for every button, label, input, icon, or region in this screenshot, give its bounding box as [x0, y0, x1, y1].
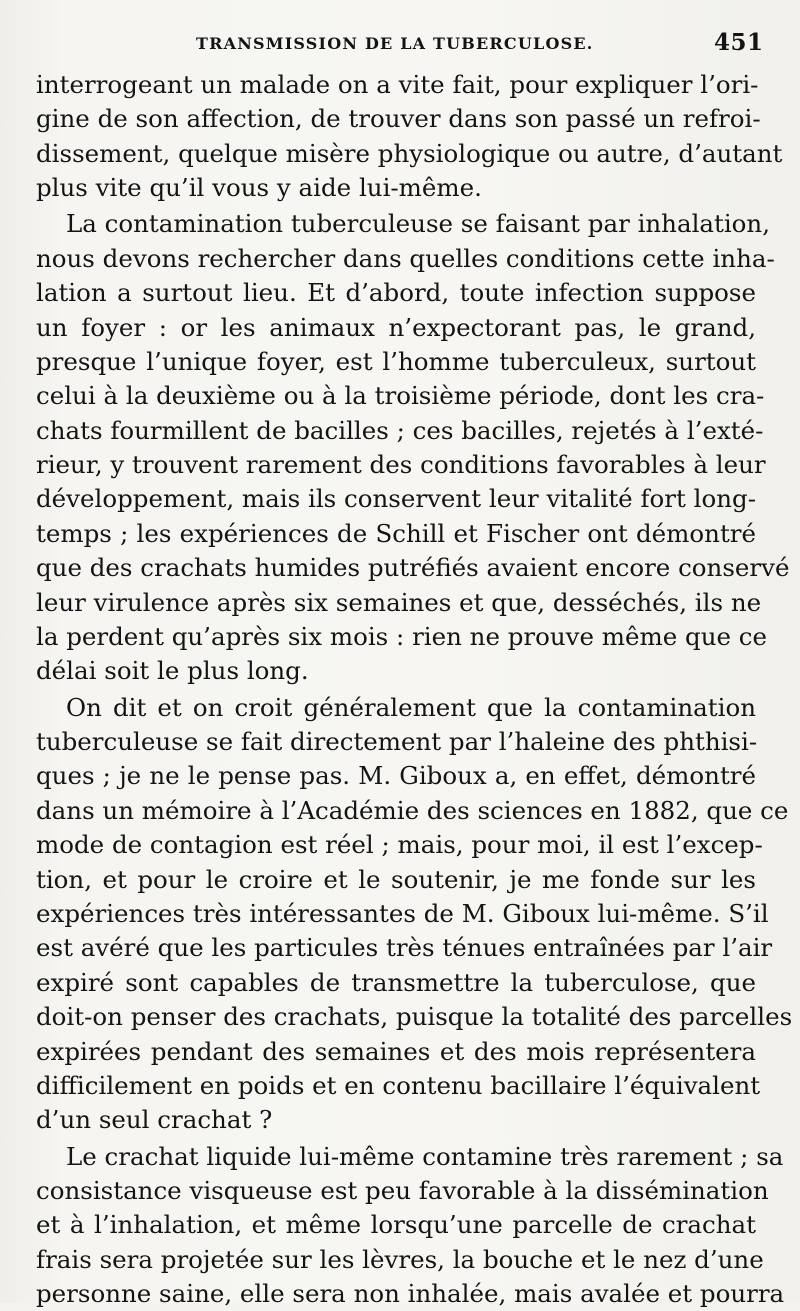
text-line: leur virulence après six semaines et que, desséchés, ils ne [36, 586, 756, 620]
paragraph [36, 68, 756, 206]
text-line: tion, et pour le croire et le soutenir, je me fonde sur les [36, 863, 756, 897]
text-line: plus vite qu’il vous y aide lui-même. [36, 171, 756, 205]
text-line: consistance visqueuse est peu favorable à la dissémination [36, 1174, 756, 1208]
text-line: presque l’unique foyer, est l’homme tuberculeux, surtout [36, 345, 756, 379]
text-line: doit-on penser des crachats, puisque la totalité des parcelles [36, 1000, 756, 1034]
text-line: expiré sont capables de transmettre la tuberculose, que [36, 966, 756, 1000]
text-line: un foyer : or les animaux n’expectorant pas, le grand, [36, 311, 756, 345]
text-line: dans un mémoire à l’Académie des sciences en 1882, que ce [36, 794, 756, 828]
text-line: que des crachats humides putréfiés avaient encore conservé [36, 551, 756, 585]
paragraph [36, 207, 756, 688]
text-line: délai soit le plus long. [36, 654, 756, 688]
text-line: temps ; les expériences de Schill et Fischer ont démontré [36, 517, 756, 551]
text-line: chats fourmillent de bacilles ; ces bacilles, rejetés à l’exté- [36, 414, 756, 448]
text-line: d’un seul crachat ? [36, 1103, 756, 1137]
text-line: ques ; je ne le pense pas. M. Giboux a, en effet, démontré [36, 759, 756, 793]
text-line: On dit et on croit généralement que la contamination [36, 691, 756, 725]
text-line: rieur, y trouvent rarement des conditions favorables à leur [36, 448, 756, 482]
text-line: tuberculeuse se fait directement par l’haleine des phthisi- [36, 725, 756, 759]
text-line: expirées pendant des semaines et des mois représentera [36, 1035, 756, 1069]
text-line: la perdent qu’après six mois : rien ne prouve même que ce [36, 620, 756, 654]
text-line: celui à la deuxième ou à la troisième période, dont les cra- [36, 379, 756, 413]
text-line: développement, mais ils conservent leur vitalité fort long- [36, 482, 756, 516]
text-line: est avéré que les particules très ténues entraînées par l’air [36, 931, 756, 965]
paragraph [36, 691, 756, 1138]
text-line: difficilement en poids et en contenu bacillaire l’équivalent [36, 1069, 756, 1103]
text-line: interrogeant un malade on a vite fait, pour expliquer l’ori- [36, 68, 756, 102]
page-number: 451 [714, 29, 764, 56]
text-line: mode de contagion est réel ; mais, pour moi, il est l’excep- [36, 828, 756, 862]
text-line: nous devons rechercher dans quelles conditions cette inha- [36, 242, 756, 276]
running-title: TRANSMISSION DE LA TUBERCULOSE. [196, 34, 594, 53]
text-line: La contamination tuberculeuse se faisant par inhalation, [36, 207, 756, 241]
text-line: et à l’inhalation, et même lorsqu’une parcelle de crachat [36, 1208, 756, 1242]
text-line: expériences très intéressantes de M. Giboux lui-même. S’il [36, 897, 756, 931]
body-text [36, 68, 756, 1311]
text-line: Le crachat liquide lui-même contamine très rarement ; sa [36, 1140, 756, 1174]
text-line: gine de son affection, de trouver dans son passé un refroi- [36, 102, 756, 136]
paragraph [36, 1140, 756, 1311]
text-line: personne saine, elle sera non inhalée, mais avalée et pourra [36, 1277, 756, 1311]
text-line: lation a surtout lieu. Et d’abord, toute infection suppose [36, 276, 756, 310]
text-line: frais sera projetée sur les lèvres, la bouche et le nez d’une [36, 1243, 756, 1277]
text-line: dissement, quelque misère physiologique ou autre, d’autant [36, 137, 756, 171]
running-head [0, 34, 800, 60]
